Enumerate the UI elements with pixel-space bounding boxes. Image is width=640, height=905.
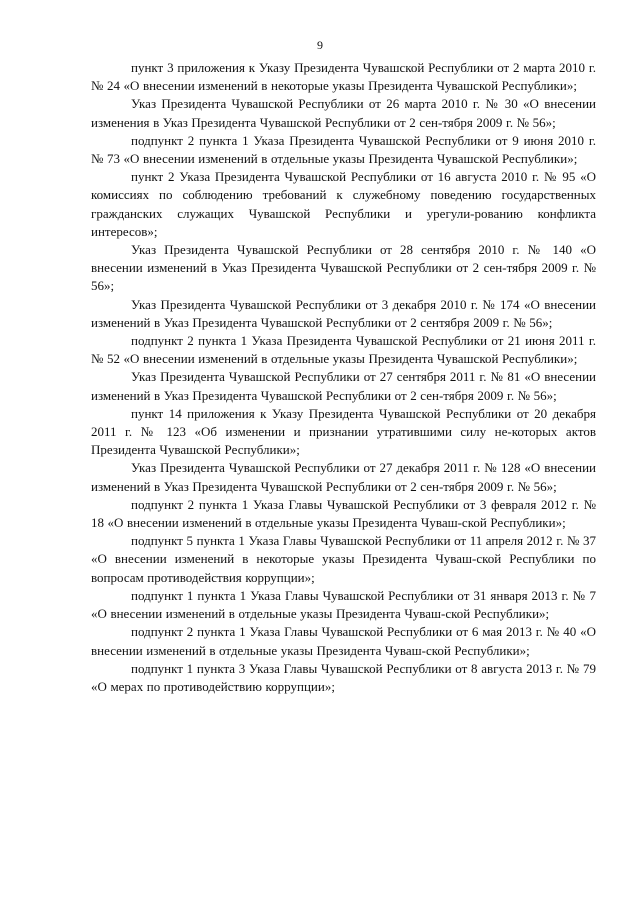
document-body	[91, 59, 596, 696]
list-item: подпункт 5 пункта 1 Указа Главы Чувашской Республики от 11 апреля 2012 г. № 37 «О внесении изменений в некоторые указы Президента Чуваш-ской Республики по вопросам противодействия коррупции»;	[91, 533, 596, 585]
list-item: пункт 2 Указа Президента Чувашской Республики от 16 августа 2010 г. № 95 «О комиссиях по соблюдению требований к служебному поведению государственных гражданских служащих Чувашской Республики и урегули-рованию конфликта интересов»;	[91, 169, 596, 239]
list-item: пункт 3 приложения к Указу Президента Чувашской Республики от 2 марта 2010 г. № 24 «О внесении изменений в некоторые указы Президента Чувашской Республики»;	[91, 60, 596, 94]
list-item: подпункт 1 пункта 3 Указа Главы Чувашской Республики от 8 августа 2013 г. № 79 «О мерах по противодействию коррупции»;	[91, 660, 596, 694]
page-number: 9	[317, 38, 323, 52]
list-item: подпункт 2 пункта 1 Указа Президента Чувашской Республики от 9 июня 2010 г. № 73 «О внесении изменений в отдельные указы Президента Чувашской Республики»;	[91, 132, 596, 167]
list-item: Указ Президента Чувашской Республики от 28 сентября 2010 г. № 140 «О внесении изменений в Указ Президента Чувашской Республики от 2 сен-тября 2009 г. № 56»;	[91, 242, 596, 294]
list-item: подпункт 2 пункта 1 Указа Главы Чувашской Республики от 3 февраля 2012 г. № 18 «О внесении изменений в отдельные указы Президента Чуваш-ской Республики»;	[91, 496, 596, 531]
list-item: подпункт 2 пункта 1 Указа Президента Чувашской Республики от 21 июня 2011 г. № 52 «О внесении изменений в отдельные указы Президента Чувашской Республики»;	[91, 333, 596, 367]
list-item: Указ Президента Чувашской Республики от 27 декабря 2011 г. № 128 «О внесении изменений в Указ Президента Чувашской Республики от 2 сен-тября 2009 г. № 56»;	[91, 460, 596, 494]
list-item: подпункт 2 пункта 1 Указа Главы Чувашской Республики от 6 мая 2013 г. № 40 «О внесении изменений в отдельные указы Президента Чуваш-ской Республики»;	[91, 624, 596, 658]
list-item: Указ Президента Чувашской Республики от 26 марта 2010 г. № 30 «О внесении изменения в Указ Президента Чувашской Республики от 2 сен-тября 2009 г. № 56»;	[91, 96, 596, 130]
list-item: Указ Президента Чувашской Республики от 27 сентября 2011 г. № 81 «О внесении изменений в Указ Президента Чувашской Республики от 2 сен-тября 2009 г. № 56»;	[91, 369, 596, 403]
list-item: Указ Президента Чувашской Республики от 3 декабря 2010 г. № 174 «О внесении изменений в Указ Президента Чувашской Республики от 2 сентября 2009 г. № 56»;	[91, 296, 596, 330]
list-item: подпункт 1 пункта 1 Указа Главы Чувашской Республики от 31 января 2013 г. № 7 «О внесении изменений в отдельные указы Президента Чуваш-ской Республики»;	[91, 587, 596, 622]
list-item: пункт 14 приложения к Указу Президента Чувашской Республики от 20 декабря 2011 г. № 123 «Об изменении и признании утратившими силу не-которых актов Президента Чувашской Республики»;	[91, 405, 596, 458]
